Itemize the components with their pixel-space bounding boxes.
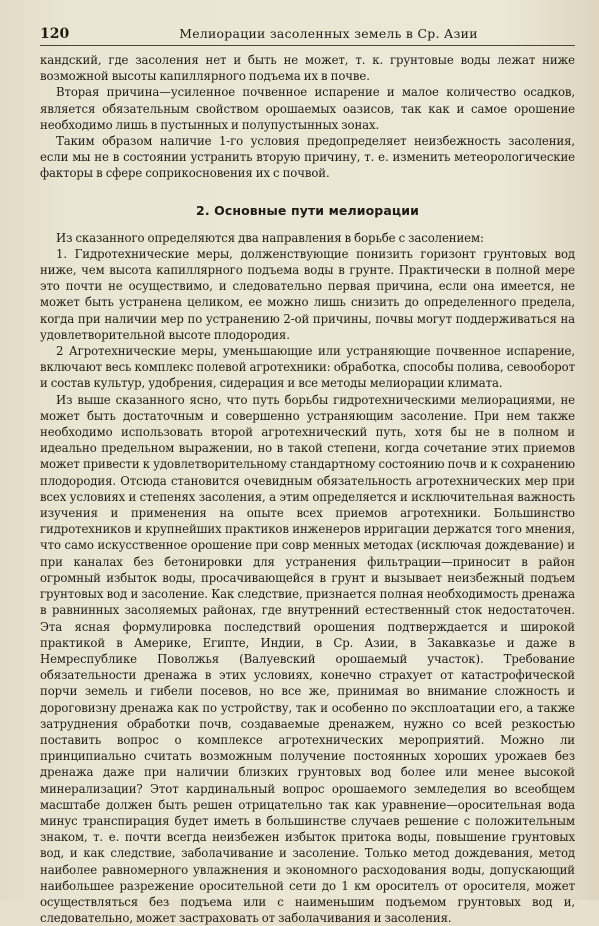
paragraph: Таким образом наличие 1-го условия предопределяет неизбежность засоления, если мы не в состоянии устранить вторую причину, т. е. изменить метеорологические факторы в сфере соприкосновения их с почвой. (40, 134, 575, 181)
page-number: 120 (40, 26, 70, 42)
page-header (40, 26, 575, 46)
running-title: Мелиорации засоленных земель в Ср. Азии (179, 26, 478, 41)
paragraph: 1. Гидротехнические меры, долженствующие понизить горизонт грунтовых вод ниже, чем высота капиллярного подъема воды в грунте. Практически в полной мере это почти не осуществимо, и следовательно первая причина, если она имеется, не может быть устранена целиком, ее можно лишь снизить до определенного предела, когда при наличии мер по устранению 2-ой причины, почвы могут поддерживаться на удовлетворительной высоте плодородия. (40, 246, 575, 342)
paragraph: кандский, где засоления нет и быть не может, т. к. грунтовые воды лежат ниже возможной высоты капиллярного подъема их в почве. (40, 53, 575, 84)
paragraph: 2 Агротехнические меры, уменьшающие или устраняющие почвенное испарение, включают весь комплекс полевой агротехники: обработка, способы полива, севооборот и состав культур, удобрения, сидерация и все методы мелиорации климата. (40, 344, 575, 391)
section-heading: 2. Основные пути мелиорации (196, 202, 419, 218)
paragraph: Вторая причина—усиленное почвенное испарение и малое количество осадков, является обязательным свойством орошаемых оазисов, так как и самое орошение необходимо лишь в пустынных и полупустынных зонах. (40, 85, 575, 132)
body-text (40, 52, 575, 926)
paragraph: Из выше сказанного ясно, что путь борьбы гидротехническими мелиорациями, не может быть достаточным и совершенно устраняющим засоление. При нем также необходимо использовать второй агротехнический путь, хотя бы не в полном и идеально предельном выражении, но в такой степени, когда сочетание этих приемов может привести к удовлетворительному стандартному состоянию почв и к сохранению плодородия. Отсюда становится очевидным обязательность агротехнических мер при всех условиях и степенях засоления, а этим определяется и исключительная важность изучения и применения на опыте всех приемов агротехники. Большинство гидротехников и крупнейших практиков инженеров ирригации держатся того мнения, что само искусственное орошение при совр менных методах (исключая дождевание) и при каналах без бетонировки для устранения фильтрации—приносит в район огромный избыток воды, просачивающейся в грунт и вызывает неизбежный подъем грунтовых вод и засоление. Как следствие, признается полная необходимость дренажа в равнинных засоляемых районах, где внутренний естественный сток недостаточен. Эта ясная формулировка последствий орошения подтверждается и широкой практикой в Америке, Египте, Индии, в Ср. Азии, в Закавказье и даже в Немреспублике Поволжья (Валуевский орошаемый участок). Требование обязательности дренажа в этих условиях, конечно страхует от катастрофической порчи земель и гибели посевов, но все же, принимая во внимание сложность и дороговизну дренажа как по устройству, так и особенно по эксплоатации его, а также затруднения обработки почв, создаваемые дренажем, нужно со всей резкостью поставить вопрос о комплексе агротехнических мероприятий. Можно ли принципиально считать возможным получение постоянных хороших урожаев без дренажа даже при наличии близких грунтовых вод более или менее высокой минерализации? Этот кардинальный вопрос орошаемого земледелия во всеобщем масштабе должен быть решен отрицательно так как уравнение—оросительная вода минус транспирация будет иметь в большинстве случаев решение с положительным знаком, т. е. почти всегда неизбежен избыток притока воды, повышение грунтовых вод, и как следствие, заболачивание и засоление. Только метод дождевания, метод наиболее равномерного увлажнения и экономного расходования воды, допускающий наибольшее разрежение оросительной сети до 1 км оросителъ от оросителя, может осуществляться без подъема или с наименьшим подъемом грунтовых вод и, следовательно, может застраховать от заболачивания и засоления. (40, 392, 575, 926)
paragraph: Из сказанного определяются два направления в борьбе с засолением: (56, 230, 484, 245)
